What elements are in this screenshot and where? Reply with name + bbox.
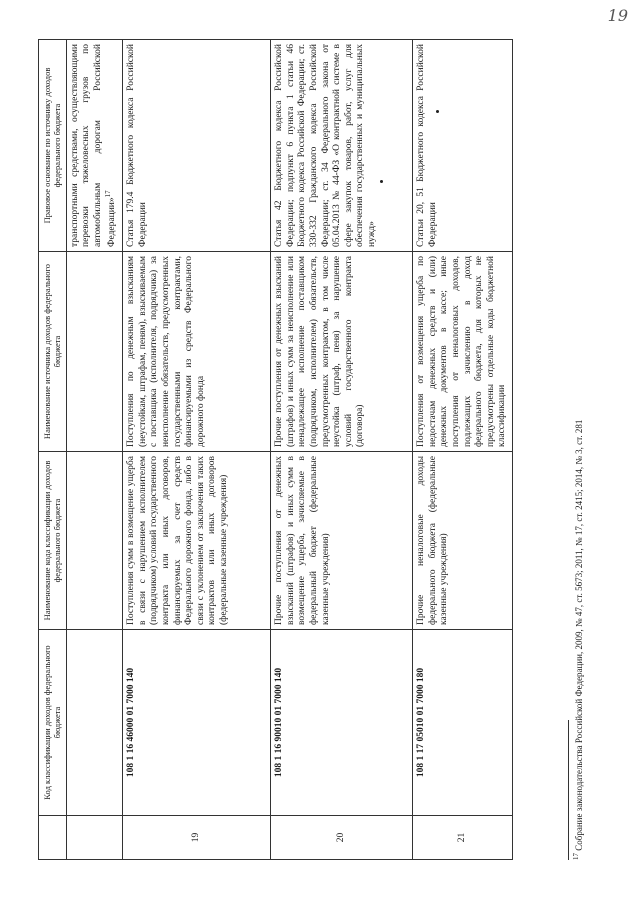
footnote-divider	[568, 720, 569, 860]
table-row	[271, 40, 413, 860]
rotated-page	[38, 40, 598, 860]
table-row	[413, 40, 513, 860]
row-code-name: Прочие поступления от денежных взысканий (штрафов) и иных сумм в возмещение ущерба, зачисляемые в федеральный бюджет (федеральные казенные учреждения)	[271, 452, 413, 630]
footnote-ref: 17	[104, 190, 113, 198]
row-legal-basis: Статьи 20, 51 Бюджетного кодекса Российской Федерации	[413, 40, 513, 252]
row-legal-basis: Статья 179.4 Бюджетного кодекса Российской Федерации	[123, 40, 271, 252]
row-source-name: Поступления по денежным взысканиям (неустойкам, штрафам, пеням), взыскиваемым с поставщика (исполнителя, подрядчика) за неисполнение обязательств, предусмотренных государственными контрактами, финансируемыми из средств Федерального дорожного фонда	[123, 252, 271, 452]
header-source-name: Наименование источника доходов федерального бюджета	[39, 252, 67, 452]
row-code-name: Прочие неналоговые доходы федерального бюджета (федеральные казенные учреждения)	[413, 452, 513, 630]
page-corner-mark: 19	[607, 6, 628, 25]
table-row	[123, 40, 271, 860]
row-legal-basis: Статья 42 Бюджетного кодекса Российской Федерации; подпункт 6 пункта 1 статьи 46 Бюджетного кодекса Российской Федерации; ст. 330-332 Гражданского кодекса Российской Федерации; ст. 34 Федерального закона от 05.04.2013 № 44-ФЗ «О контрактной системе в сфере закупок товаров, работ, услуг для обеспечения государственных и муниципальных нужд»	[271, 40, 413, 252]
row-code: 108 1 16 90010 01 7000 140	[271, 630, 413, 816]
row-number: 21	[413, 816, 513, 860]
header-row-number	[39, 816, 67, 860]
row-source-name: Прочие поступления от денежных взысканий (штрафов) и иных сумм за неисполнение или ненадлежащее исполнение поставщиком (подрядчиком, исполнителем) обязательств, предусмотренных контрактом, в том числе неустойка (штраф, пеня) за нарушение условий государственного контракта (договора)	[271, 252, 413, 452]
row-code: 108 1 16 46000 01 7000 140	[123, 630, 271, 816]
header-code-name: Наименование кода классификации доходов федерального бюджета	[39, 452, 67, 630]
continuation-legal-basis: транспортными средствами, осуществляющими перевозки тяжеловесных грузов по автомобильным дорогам Российской Федерации»$^{17}$	[66, 40, 122, 252]
row-code-name: Поступления сумм в возмещение ущерба в связи с нарушением исполнителем (подрядчиком) условий государственного контракта или иных договоров, финансируемых за счет средств Федерального дорожного фонда, либо в связи с уклонением от заключения таких контрактов или иных договоров (федеральные казенные учреждения)	[123, 452, 271, 630]
row-number: 20	[271, 816, 413, 860]
header-legal-basis: Правовое основание по источнику доходов федерального бюджета	[39, 40, 67, 252]
table-header-row	[39, 40, 67, 860]
header-code: Код классификации доходов федерального бюджета	[39, 630, 67, 816]
footnote-marker: 17	[572, 853, 580, 860]
row-code: 108 1 17 05010 01 7000 180	[413, 630, 513, 816]
continuation-row	[66, 40, 122, 860]
footnote-text: Собрание законодательства Российской Федерации, 2009, № 47, ст. 5673; 2011, № 17, ст. 2415; 2014, № 3, ст. 281	[574, 419, 584, 851]
row-number: 19	[123, 816, 271, 860]
footnote	[568, 40, 584, 860]
row-source-name: Поступления от возмещения ущерба по недостачам денежных средств и (или) денежных документов в кассе; иные поступления от неналоговых доходов, подлежащих зачислению в доход федерального бюджета, для которых не предусмотрены отдельные коды бюджетной классификации	[413, 252, 513, 452]
income-sources-table	[38, 39, 513, 860]
